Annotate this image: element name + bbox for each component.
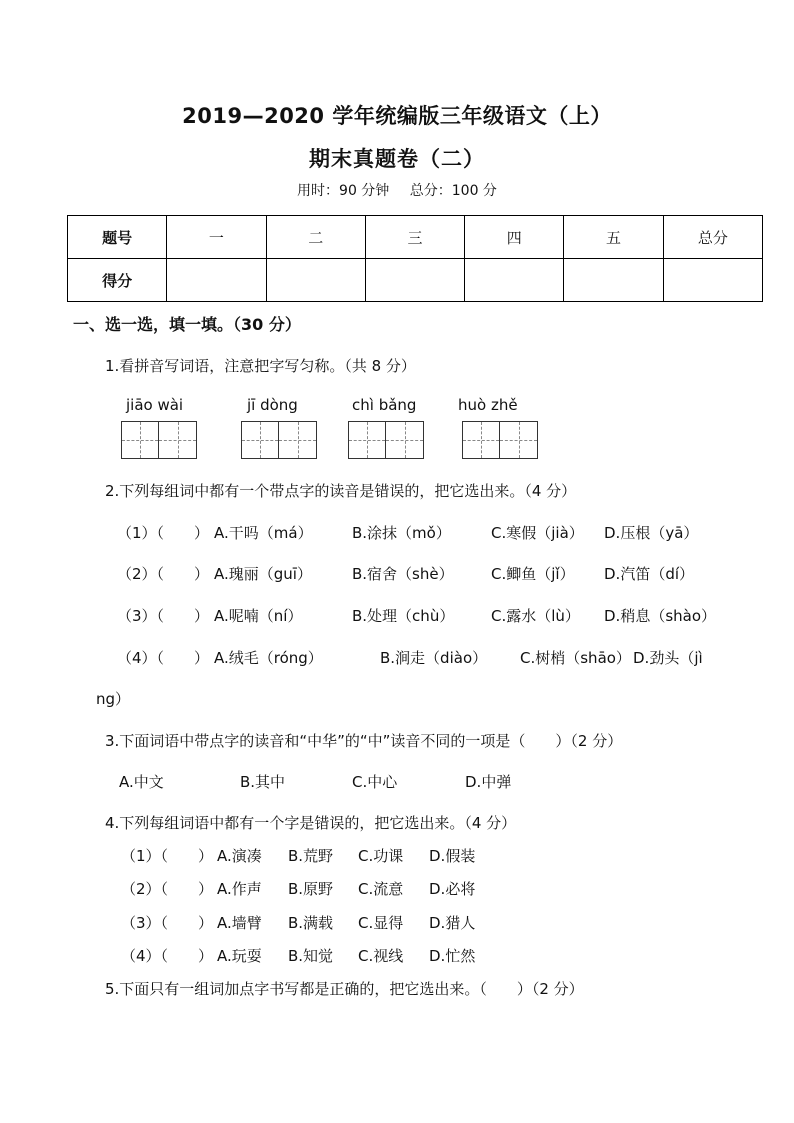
score-table-cell: 二: [266, 216, 365, 259]
q2-option: C.树梢（shāo）: [520, 649, 631, 667]
pinyin-label: huò zhě: [458, 396, 518, 414]
score-table-cell: 总分: [663, 216, 762, 259]
q2-option: D.压根（yā）: [604, 524, 699, 542]
q4-option: D.假装: [429, 847, 476, 865]
exam-title: 2019—2020 学年统编版三年级语文（上）: [182, 104, 612, 128]
q2-option: C.露水（lù）: [491, 607, 580, 625]
pinyin-label: chì bǎng: [352, 396, 417, 414]
writing-cell[interactable]: [386, 422, 423, 458]
q3-option: C.中心: [352, 773, 398, 791]
score-row-label: 得分: [68, 259, 167, 302]
q2-wrap-text: ng）: [96, 690, 131, 708]
q2-option: C.寒假（jià）: [491, 524, 584, 542]
score-input-cell[interactable]: [167, 259, 266, 302]
q4-row-number: （4）（ ）: [121, 947, 214, 965]
q4-option: C.流意: [358, 880, 404, 898]
score-table-cell: 一: [167, 216, 266, 259]
writing-grid[interactable]: [241, 421, 317, 459]
q4-option: B.知觉: [288, 947, 334, 965]
q2-option: A.干吗（má）: [214, 524, 313, 542]
writing-cell[interactable]: [463, 422, 500, 458]
time-limit: 用时：90 分钟: [297, 183, 390, 199]
q4-option: B.荒野: [288, 847, 334, 865]
q3-option: B.其中: [240, 773, 286, 791]
q2-option: B.涧走（diào）: [380, 649, 488, 667]
q4-row-number: （2）（ ）: [121, 880, 214, 898]
score-table-score-row: [68, 259, 763, 302]
q2-option: D.汽笛（dí）: [604, 565, 695, 583]
score-table-cell: 五: [564, 216, 663, 259]
writing-grid[interactable]: [348, 421, 424, 459]
score-input-cell[interactable]: [365, 259, 464, 302]
q2-option: A.瑰丽（guī）: [214, 565, 312, 583]
q3-prompt: 3.下面词语中带点字的读音和“中华”的“中”读音不同的一项是（ ）（2 分）: [105, 732, 623, 750]
q4-option: D.忙然: [429, 947, 476, 965]
writing-grid[interactable]: [121, 421, 197, 459]
score-input-cell[interactable]: [465, 259, 564, 302]
score-input-cell[interactable]: [564, 259, 663, 302]
score-table: [67, 215, 763, 302]
section-1-title: 一、选一选，填一填。（30 分）: [73, 315, 301, 334]
q2-option: B.处理（chù）: [352, 607, 455, 625]
q4-option: A.演凑: [217, 847, 262, 865]
q2-option: C.鲫鱼（jǐ）: [491, 565, 575, 583]
q4-option: D.猎人: [429, 914, 476, 932]
q4-prompt: 4.下列每组词语中都有一个字是错误的，把它选出来。（4 分）: [105, 814, 517, 832]
q4-option: C.功课: [358, 847, 404, 865]
q4-option: A.作声: [217, 880, 262, 898]
q2-row-number: （3）（ ）: [117, 607, 210, 625]
q4-option: B.满载: [288, 914, 334, 932]
q4-row-number: （1）（ ）: [121, 847, 214, 865]
q2-option: A.绒毛（róng）: [214, 649, 323, 667]
writing-cell[interactable]: [159, 422, 196, 458]
q2-option: D.劲头（jì: [633, 649, 703, 667]
q3-option: A.中文: [119, 773, 164, 791]
q3-option: D.中弹: [465, 773, 512, 791]
writing-cell[interactable]: [279, 422, 316, 458]
writing-cell[interactable]: [349, 422, 386, 458]
pinyin-label: jiāo wài: [126, 396, 184, 414]
q2-option: B.涂抹（mǒ）: [352, 524, 451, 542]
score-input-cell[interactable]: [266, 259, 365, 302]
q2-row-number: （4）（ ）: [117, 649, 210, 667]
q2-option: B.宿舍（shè）: [352, 565, 454, 583]
total-score: 总分：100 分: [409, 183, 497, 199]
score-table-header-row: [68, 216, 763, 259]
q2-row-number: （1）（ ）: [117, 524, 210, 542]
score-table-cell: 四: [465, 216, 564, 259]
q1-prompt: 1.看拼音写词语，注意把字写匀称。（共 8 分）: [105, 357, 416, 375]
q2-prompt: 2.下列每组词中都有一个带点字的读音是错误的，把它选出来。（4 分）: [105, 482, 577, 500]
q5-prompt: 5.下面只有一组词加点字书写都是正确的，把它选出来。（ ）（2 分）: [105, 980, 584, 998]
writing-cell[interactable]: [242, 422, 279, 458]
writing-grid[interactable]: [462, 421, 538, 459]
exam-subtitle: 期末真题卷（二）: [309, 147, 485, 171]
q2-option: D.稍息（shào）: [604, 607, 717, 625]
q4-option: C.显得: [358, 914, 404, 932]
score-table-cell: 三: [365, 216, 464, 259]
q4-option: A.墙臂: [217, 914, 262, 932]
q2-row-number: （2）（ ）: [117, 565, 210, 583]
q4-row-number: （3）（ ）: [121, 914, 214, 932]
q4-option: A.玩耍: [217, 947, 262, 965]
pinyin-label: jī dòng: [247, 396, 298, 414]
score-table-cell: 题号: [68, 216, 167, 259]
exam-meta: [0, 180, 794, 200]
score-input-cell[interactable]: [663, 259, 762, 302]
q4-option: B.原野: [288, 880, 334, 898]
q4-option: D.必将: [429, 880, 476, 898]
q4-option: C.视线: [358, 947, 404, 965]
writing-cell[interactable]: [500, 422, 537, 458]
q2-option: A.呢喃（ní）: [214, 607, 303, 625]
writing-cell[interactable]: [122, 422, 159, 458]
